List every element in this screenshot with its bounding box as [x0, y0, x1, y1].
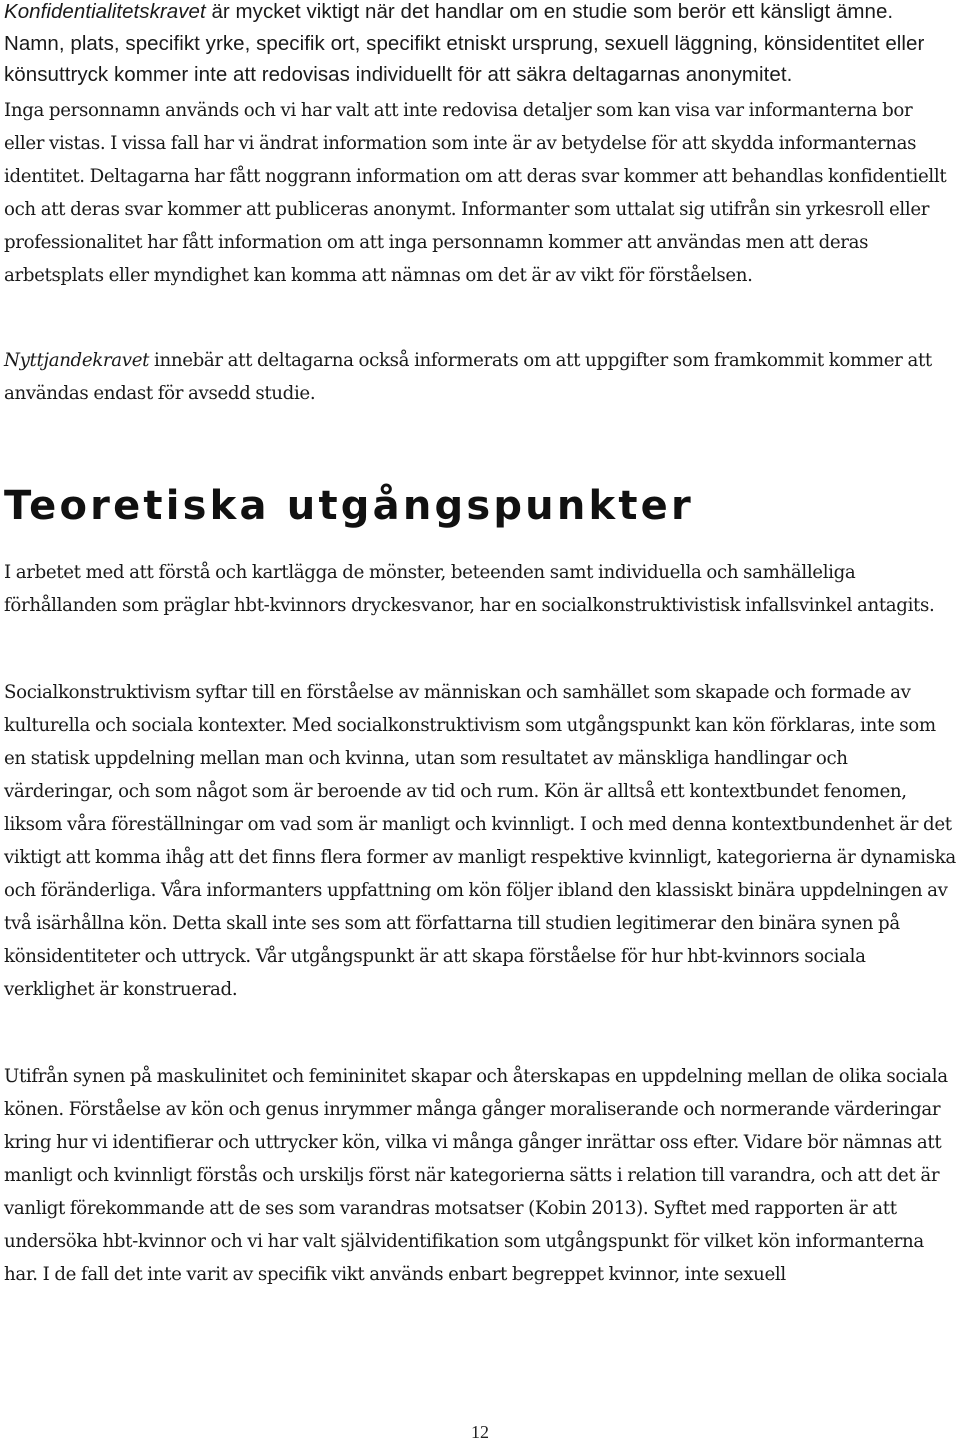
document-page	[4, 0, 958, 1444]
utility-text: innebär att deltagarna också informerats om att uppgifter som framkommit kommer att användas endast för avsedd studie.	[4, 350, 932, 404]
page-number: 12	[471, 1422, 489, 1442]
confidentiality-lead: är mycket viktigt när det handlar om en studie som berör ett känsligt ämne. Namn, plats, specifikt yrke, specifik ort, specifikt etniskt ursprung, sexuell läggning, könsidentitet eller könsuttryck kommer inte att redovisas individuellt för att säkra deltagarnas anonymitet.	[4, 0, 925, 86]
confidentiality-paragraph	[4, 0, 956, 91]
theory-paragraph-3: Utifrån synen på maskulinitet och femininitet skapar och återskapas en uppdelning mellan de olika sociala könen. Förståelse av kön och genus inrymmer många gånger moraliserande och normerande värderingar kring hur vi identifierar och uttrycker kön, vilka vi många gånger inrättar oss efter. Vidare bör nämnas att manligt och kvinnligt förstås och urskiljs först när kategorierna sätts i relation till varandra, och att det är vanligt förekommande att de ses som varandras motsatser (Kobin 2013). Syftet med rapporten är att undersöka hbt-kvinnor och vi har valt självidentifikation som utgångspunkt för vilket kön informanterna har. I de fall det inte varit av specifik vikt används enbart begreppet kvinnor, inte sexuell	[4, 1066, 948, 1285]
utility-term: Nyttjandekravet	[4, 350, 150, 371]
theory-paragraph-2: Socialkonstruktivism syftar till en förståelse av människan och samhället som skapade och formade av kulturella och sociala kontexter. Med socialkonstruktivism som utgångspunkt kan kön förklaras, inte som en statisk uppdelning mellan man och kvinna, utan som resultatet av mänskliga handlingar och värderingar, och som något som är beroende av tid och rum. Kön är alltså ett kontextbundet fenomen, liksom våra föreställningar om vad som är manligt och kvinnligt. I och med denna kontextbundenhet är det viktigt att komma ihåg att det finns flera former av manligt respektive kvinnligt, kategorierna är dynamiska och föränderliga. Våra informanters uppfattning om kön följer ibland den klassiskt binära uppdelningen av två isärhållna kön. Detta skall inte ses som att författarna till studien legitimerar den binära synen på könsidentiteter och uttryck. Vår utgångspunkt är att skapa förståelse för hur hbt-kvinnors sociala verklighet är konstruerad.	[4, 682, 956, 1000]
confidentiality-term: Konfidentialitetskravet	[4, 0, 206, 23]
utility-paragraph	[4, 344, 956, 410]
confidentiality-details: Inga personnamn används och vi har valt att inte redovisa detaljer som kan visa var informanterna bor eller vistas. I vissa fall har vi ändrat information som inte är av betydelse för att skydda informanternas identitet. Deltagarna har fått noggrann information om att deras svar kommer att behandlas konfidentiellt och att deras svar kommer att publiceras anonymt. Informanter som uttalat sig utifrån sin yrkesroll eller professionalitet har fått information om att inga personnamn kommer att användas men att deras arbetsplats eller myndighet kan komma att nämnas om det är av vikt för förståelsen.	[4, 100, 947, 286]
section-heading: Teoretiska utgångspunkter	[4, 483, 694, 529]
theory-paragraph-1: I arbetet med att förstå och kartlägga de mönster, beteenden samt individuella och samhälleliga förhållanden som präglar hbt-kvinnors dryckesvanor, har en socialkonstruktivistisk infallsvinkel antagits.	[4, 562, 935, 616]
